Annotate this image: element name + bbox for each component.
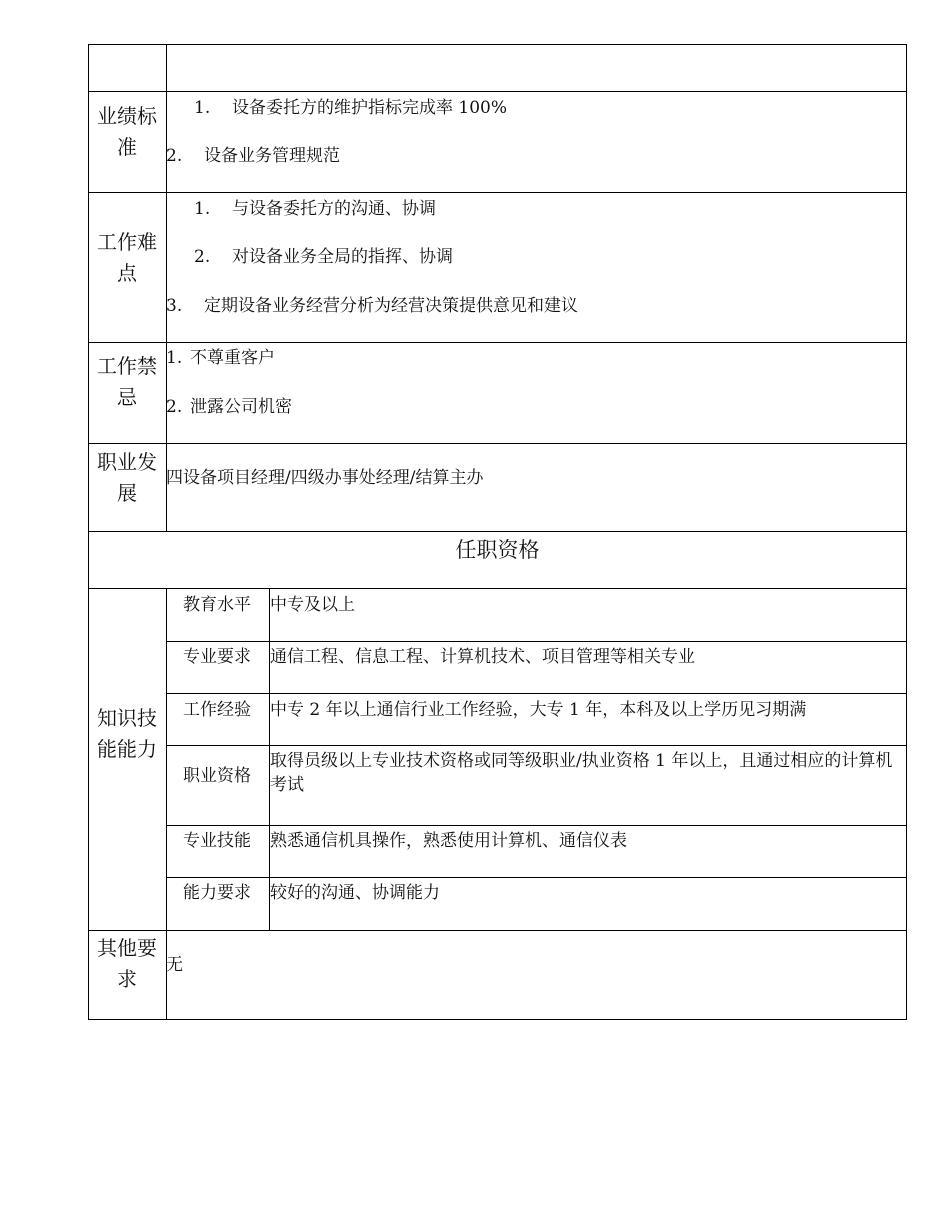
row-divider (88, 192, 907, 193)
item-text: 定期设备业务经营分析为经营决策提供意见和建议 (204, 296, 578, 316)
performance-item-1 (194, 97, 507, 119)
career-label: 职业发展 (97, 450, 157, 505)
row-divider (88, 930, 907, 931)
item-number: 2. (194, 247, 211, 267)
item-number: 1. (194, 98, 211, 118)
column-divider (166, 44, 167, 531)
row-divider (88, 531, 907, 532)
item-text: 泄露公司机密 (190, 397, 292, 417)
knowledge-key-education: 教育水平 (183, 595, 251, 615)
other-label: 其他要求 (97, 936, 157, 991)
knowledge-value-education: 中专及以上 (270, 595, 355, 615)
item-text: 设备业务管理规范 (204, 146, 340, 166)
other-text: 无 (166, 955, 183, 975)
item-number: 1. (166, 348, 183, 368)
difficulty-label: 工作难点 (97, 230, 157, 285)
taboo-item-1 (166, 347, 275, 369)
difficulty-item-3 (166, 295, 578, 317)
row-divider (166, 877, 907, 878)
row-divider (166, 641, 907, 642)
row-divider (88, 443, 907, 444)
taboo-item-2 (166, 396, 292, 418)
row-divider (166, 825, 907, 826)
item-number: 1. (194, 199, 211, 219)
knowledge-value-ability: 较好的沟通、协调能力 (270, 883, 440, 903)
row-divider (88, 342, 907, 343)
difficulty-item-2 (194, 246, 453, 268)
item-text: 不尊重客户 (190, 348, 275, 368)
knowledge-key-certification: 职业资格 (183, 766, 251, 786)
item-text: 对设备业务全局的指挥、协调 (232, 247, 453, 267)
knowledge-key-major: 专业要求 (183, 647, 251, 667)
performance-label: 业绩标准 (97, 104, 157, 159)
row-divider (166, 693, 907, 694)
knowledge-label: 知识技能能力 (97, 706, 157, 761)
knowledge-value-experience: 中专 2 年以上通信行业工作经验，大专 1 年，本科及以上学历见习期满 (270, 700, 807, 720)
difficulty-item-1 (194, 198, 436, 220)
knowledge-value-skills: 熟悉通信机具操作，熟悉使用计算机、通信仪表 (270, 831, 627, 851)
knowledge-value-major: 通信工程、信息工程、计算机技术、项目管理等相关专业 (270, 647, 695, 667)
item-number: 2. (166, 146, 183, 166)
item-number: 3. (166, 296, 183, 316)
knowledge-key-experience: 工作经验 (183, 700, 251, 720)
career-text: 四设备项目经理/四级办事处经理/结算主办 (166, 468, 484, 488)
row-divider (88, 91, 907, 92)
qualification-title: 任职资格 (455, 538, 540, 562)
item-text: 设备委托方的维护指标完成率 100% (232, 98, 508, 118)
knowledge-key-skills: 专业技能 (183, 831, 251, 851)
job-description-table (88, 44, 907, 1020)
row-divider (88, 588, 907, 589)
row-divider (166, 745, 907, 746)
taboo-label: 工作禁忌 (97, 354, 157, 409)
performance-item-2 (166, 145, 340, 167)
knowledge-key-ability: 能力要求 (183, 883, 251, 903)
knowledge-value-certification: 取得员级以上专业技术资格或同等级职业/执业资格 1 年以上，且通过相应的计算机考试 (270, 751, 893, 795)
item-text: 与设备委托方的沟通、协调 (232, 199, 436, 219)
item-number: 2. (166, 397, 183, 417)
